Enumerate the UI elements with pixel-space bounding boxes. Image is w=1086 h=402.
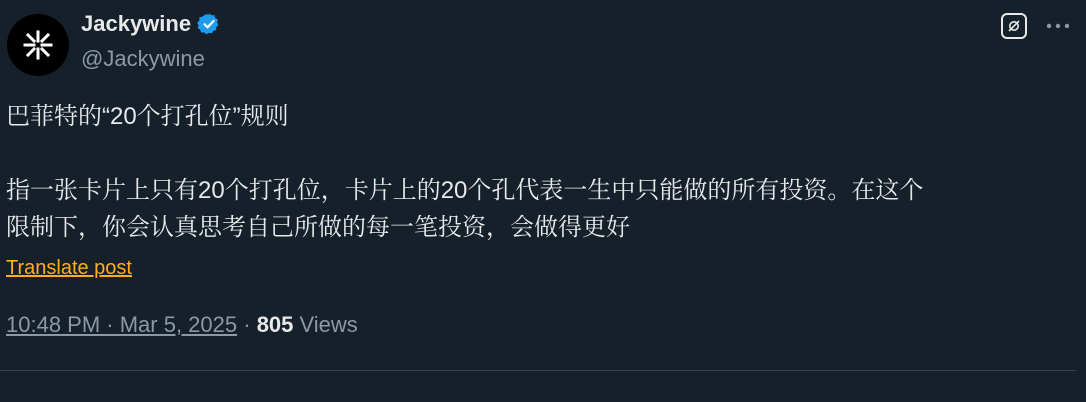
grok-icon	[1007, 19, 1021, 33]
more-icon	[1045, 23, 1071, 29]
author-handle[interactable]: @Jackywine	[81, 46, 205, 71]
divider	[0, 370, 1076, 371]
tweet-text: 巴菲特的“20个打孔位”规则 指一张卡片上只有20个打孔位，卡片上的20个孔代表一生中只能做的所有投资。在这个 限制下，你会认真思考自己所做的每一笔投资，会做得更好	[6, 103, 924, 241]
author-display-name[interactable]: Jackywine	[81, 11, 192, 36]
views-label: Views	[293, 312, 358, 337]
tweet-timestamp[interactable]: 10:48 PM · Mar 5, 2025	[6, 312, 238, 337]
avatar[interactable]	[7, 14, 69, 76]
meta-separator: ·	[237, 312, 257, 337]
verified-badge-icon[interactable]	[197, 12, 221, 36]
grok-button[interactable]	[1001, 13, 1027, 39]
tweet-meta	[6, 312, 358, 338]
starburst-logo-icon	[23, 30, 53, 60]
author-name-row	[81, 11, 221, 37]
translate-post-link[interactable]: Translate post	[6, 257, 132, 279]
more-options-button[interactable]	[1043, 12, 1073, 40]
views-count: 805	[256, 312, 294, 337]
